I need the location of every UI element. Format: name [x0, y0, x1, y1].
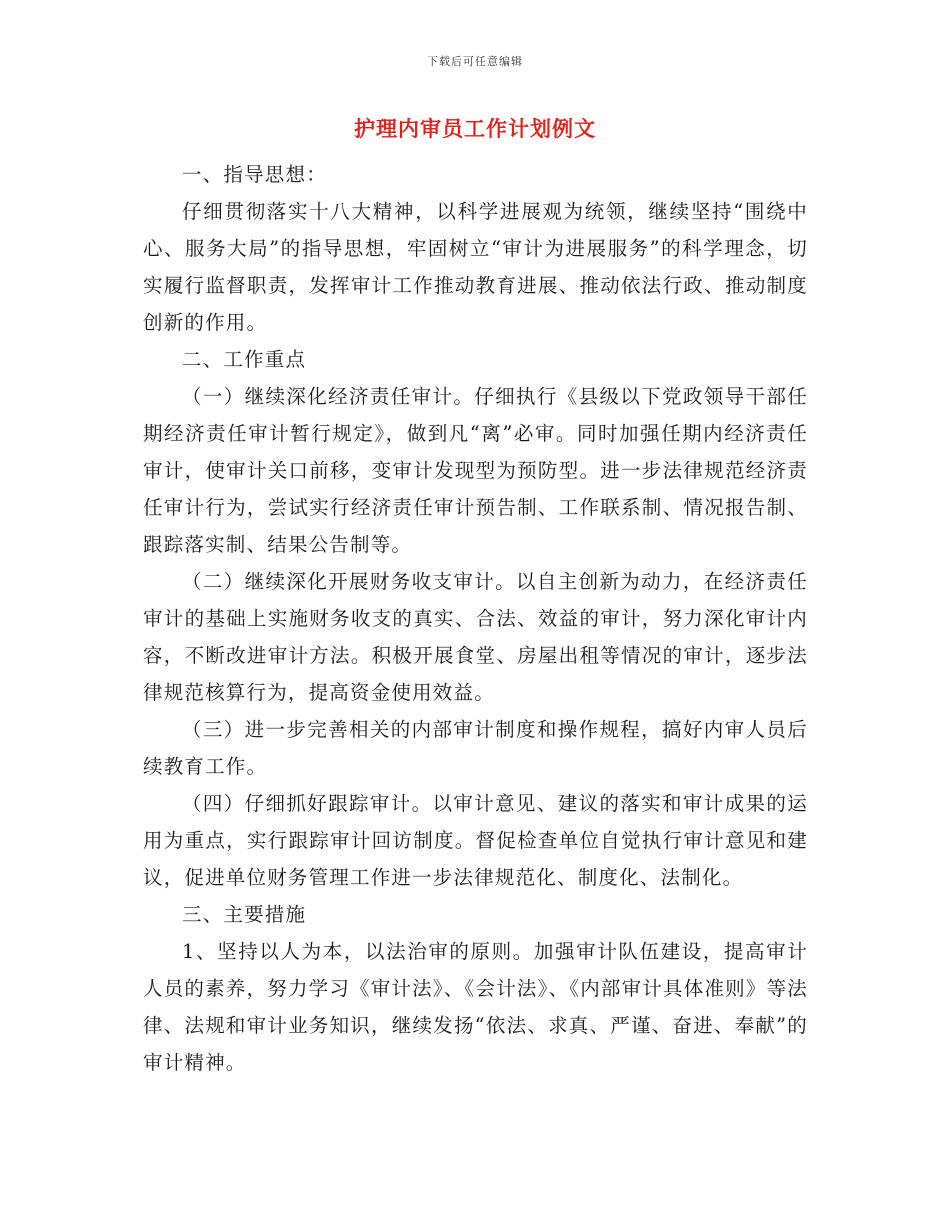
paragraph-focus-3: （三）进一步完善相关的内部审计制度和操作规程，搞好内审人员后续教育工作。	[143, 718, 808, 778]
document-body	[143, 156, 808, 1081]
paragraph-focus-1: （一）继续深化经济责任审计。仔细执行《县级以下党政领导干部任期经济责任审计暂行规定》，做到凡“离”必审。同时加强任期内经济责任审计，使审计关口前移，变审计发现型为预防型。进一步法律规范经济责任审计行为，尝试实行经济责任审计预告制、工作联系制、情况报告制、跟踪落实制、结果公告制等。	[143, 385, 808, 556]
document-title: 护理内审员工作计划例文	[354, 116, 596, 141]
paragraph-focus-4: （四）仔细抓好跟踪审计。以审计意见、建议的落实和审计成果的运用为重点，实行跟踪审计回访制度。督促检查单位自觉执行审计意见和建议，促进单位财务管理工作进一步法律规范化、制度化、法制化。	[143, 792, 808, 889]
paragraph-focus-2: （二）继续深化开展财务收支审计。以自主创新为动力，在经济责任审计的基础上实施财务收支的真实、合法、效益的审计，努力深化审计内容，不断改进审计方法。积极开展食堂、房屋出租等情况的审计，逐步法律规范核算行为，提高资金使用效益。	[143, 570, 808, 704]
paragraph-measure-1: 1、坚持以人为本，以法治审的原则。加强审计队伍建设，提高审计人员的素养，努力学习《审计法》、《会计法》、《内部审计具体准则》等法律、法规和审计业务知识，继续发扬“依法、求真、严谨、奋进、奉献”的审计精神。	[143, 940, 808, 1074]
section-heading-main-measures: 三、主要措施	[182, 903, 307, 926]
section-heading-work-focus: 二、工作重点	[182, 348, 307, 371]
section-heading-guiding-ideology: 一、指导思想：	[182, 163, 327, 186]
header-note: 下载后可任意编辑	[427, 55, 523, 68]
paragraph-guiding-ideology: 仔细贯彻落实十八大精神，以科学进展观为统领，继续坚持“围绕中心、服务大局”的指导思想，牢固树立“审计为进展服务”的科学理念，切实履行监督职责，发挥审计工作推动教育进展、推动依法行政、推动制度创新的作用。	[143, 200, 808, 334]
